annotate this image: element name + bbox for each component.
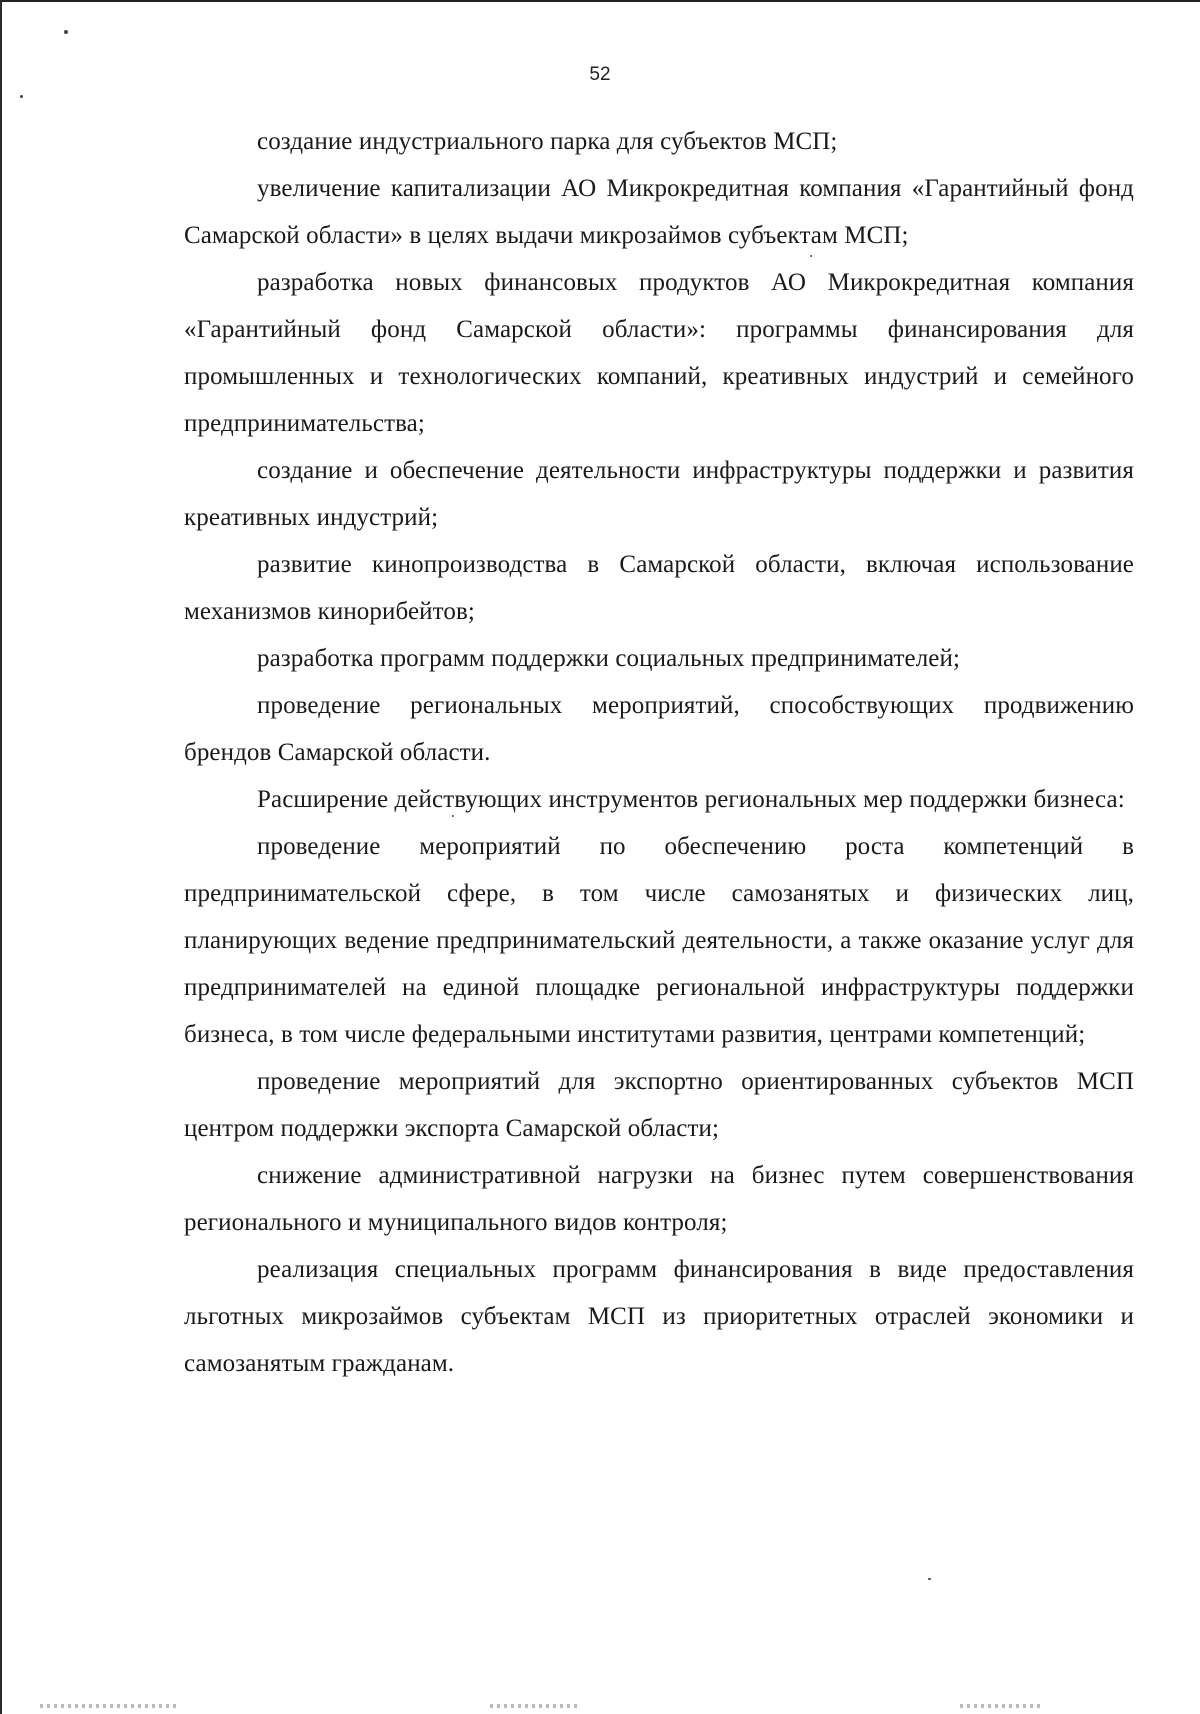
page-number: 52 bbox=[589, 64, 611, 85]
paragraph-creative-infrastructure: создание и обеспечение деятельности инфраструктуры поддержки и развития креативных индустрий; bbox=[184, 457, 1134, 531]
footer-scan-noise bbox=[40, 1704, 180, 1708]
paragraph-competence-growth: проведение мероприятий по обеспечению роста компетенций в предпринимательской сфере, в том числе самозанятых и физических лиц, планирующих ведение предпринимательский деятельности, а также оказание услуг для предпринимателей на единой площадке региональной инфраструктуры поддержки бизнеса, в том числе федеральными институтами развития, центрами компетенций; bbox=[184, 833, 1134, 1048]
paragraph-microloans: реализация специальных программ финансирования в виде предоставления льготных микрозаймов субъектам МСП из приоритетных отраслей экономики и самозанятым гражданам. bbox=[184, 1256, 1134, 1377]
scan-left-edge bbox=[0, 0, 2, 1714]
paragraph-social-entrepreneurs: разработка программ поддержки социальных предпринимателей; bbox=[257, 645, 961, 672]
scan-speck bbox=[928, 1578, 931, 1580]
document-body bbox=[184, 118, 1134, 1387]
paragraph-industrial-park: создание индустриального парка для субъектов МСП; bbox=[257, 128, 838, 155]
paragraph-capitalization: увеличение капитализации АО Микрокредитная компания «Гарантийный фонд Самарской области» в целях выдачи микрозаймов субъектам МСП; bbox=[184, 175, 1134, 249]
scan-top-edge bbox=[0, 0, 1200, 2]
paragraph-regional-brands: проведение региональных мероприятий, способствующих продвижению брендов Самарской области. bbox=[184, 692, 1134, 766]
paragraph-film-production: развитие кинопроизводства в Самарской области, включая использование механизмов кинорибейтов; bbox=[184, 551, 1134, 625]
footer-scan-noise bbox=[960, 1704, 1040, 1708]
footer-scan-noise bbox=[490, 1704, 580, 1708]
scan-speck bbox=[64, 30, 68, 34]
paragraph-financial-products: разработка новых финансовых продуктов АО Микрокредитная компания «Гарантийный фонд Самарской области»: программы финансирования для промышленных и технологических компаний, креативных индустрий и семейного предпринимательства; bbox=[184, 269, 1134, 437]
scan-speck bbox=[20, 95, 23, 98]
paragraph-export-support: проведение мероприятий для экспортно ориентированных субъектов МСП центром поддержки экспорта Самарской области; bbox=[184, 1068, 1134, 1142]
paragraph-admin-burden: снижение административной нагрузки на бизнес путем совершенствования регионального и муниципального видов контроля; bbox=[184, 1162, 1134, 1236]
paragraph-expanding-tools: Расширение действующих инструментов региональных мер поддержки бизнеса: bbox=[257, 786, 1125, 813]
